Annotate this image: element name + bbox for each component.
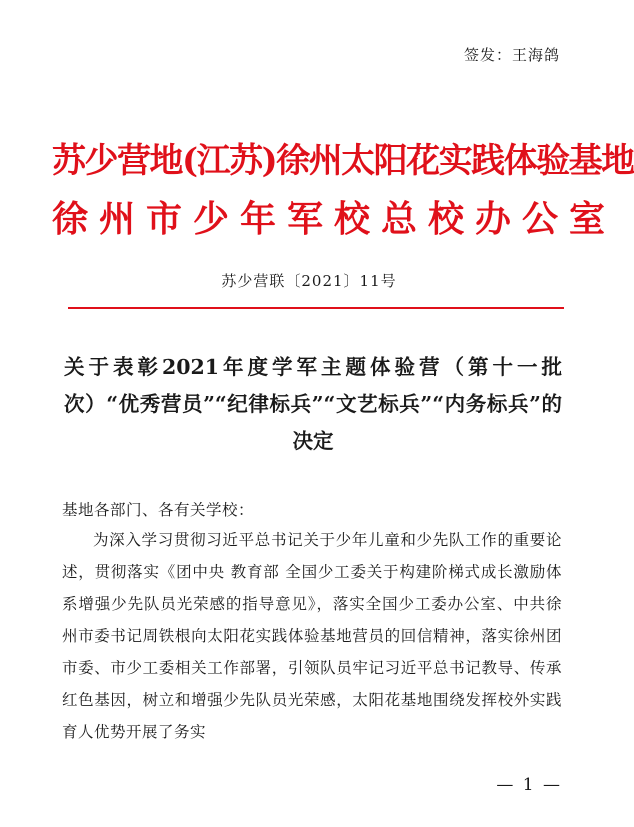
issuing-org-line-1: 苏少营地(江苏)徐州太阳花实践体验基地	[52, 141, 634, 181]
salutation: 基地各部门、各有关学校：	[62, 501, 255, 519]
signer-line: 签发：王海鸽	[463, 46, 560, 64]
document-title: 关于表彰2021年度学军主题体验营（第十一批次）“优秀营员”“纪律标兵”“文艺标兵”“内务标兵”的决定	[64, 355, 562, 453]
body-paragraph: 为深入学习贯彻习近平总书记关于少年儿童和少先队工作的重要论述，贯彻落实《团中央 教育部 全国少工委关于构建阶梯式成长激励体系增强少先队员光荣感的指导意见》，落实全国少工委办公室、中共徐州市委书记周铁根向太阳花实践体验基地营员的回信精神，落实徐州团市委、市少工委相关工作部署，引领队员牢记习近平总书记教导、传承红色基因，树立和增强少先队员光荣感，太阳花基地围绕发挥校外实践育人优势开展了务实	[62, 531, 562, 741]
issuing-org-line-2: 徐州市少年军校总校办公室	[52, 198, 617, 240]
page-number: — 1 —	[496, 775, 562, 795]
red-separator-line	[68, 307, 564, 309]
document-number: 苏少营联〔2021〕11号	[221, 272, 397, 290]
